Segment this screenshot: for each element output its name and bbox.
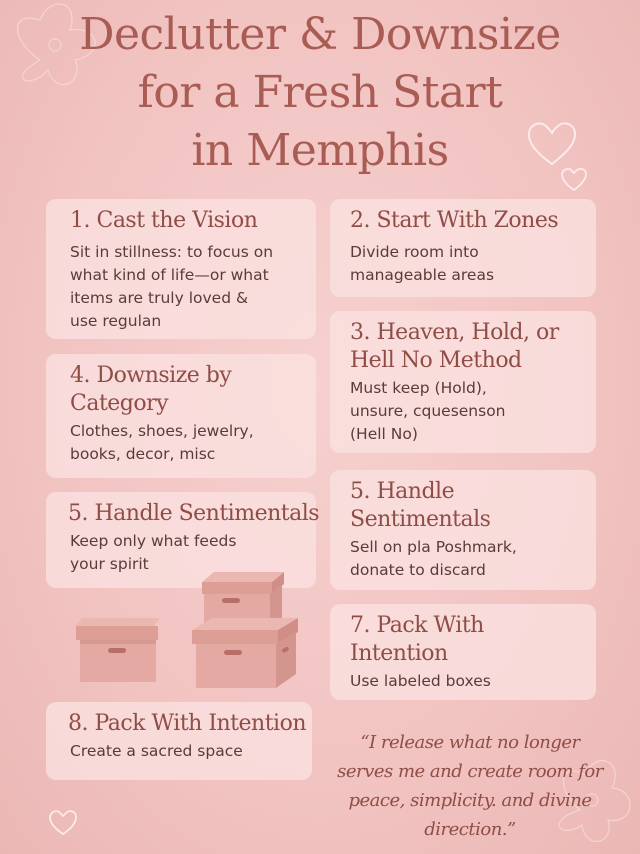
card-title: 4. Downsize by Category — [70, 363, 232, 416]
affirmation-quote: “I release what no longer serves me and create room for peace, simplicity. and divine direction.” — [337, 732, 603, 840]
heart-icon — [525, 118, 579, 168]
title-line-1: Declutter & Downsize — [79, 9, 561, 60]
card-title: 5. Handle Sentimentals — [350, 479, 491, 532]
box-icon — [188, 568, 304, 692]
step-card-pack-labeled — [330, 604, 596, 700]
card-body: Divide room into manageable areas — [350, 243, 495, 284]
step-card-sentimentals-right — [330, 470, 596, 590]
step-card-downsize-category — [46, 354, 316, 478]
card-title: 5. Handle Sentimentals — [68, 501, 320, 526]
box-icon — [74, 612, 164, 684]
title-line-3: in Memphis — [191, 125, 449, 176]
card-title: 7. Pack With Intention — [350, 613, 484, 666]
card-title: 3. Heaven, Hold, or Hell No Method — [350, 320, 559, 373]
heart-icon — [48, 808, 78, 836]
heart-icon — [560, 166, 588, 192]
card-body: Must keep (Hold), unsure, cquesenson (Hell No) — [350, 379, 506, 443]
card-body: Keep only what feeds your spirit — [70, 532, 237, 573]
card-body: Create a sacred space — [70, 742, 243, 760]
step-card-pack-intention — [46, 702, 312, 780]
step-card-start-zones — [330, 199, 596, 297]
card-title: 8. Pack With Intention — [68, 711, 307, 736]
card-body: Clothes, shoes, jewelry, books, decor, misc — [70, 422, 254, 463]
step-card-heaven-hold — [330, 311, 596, 453]
card-title: 2. Start With Zones — [350, 208, 559, 233]
card-body: Use labeled boxes — [350, 672, 491, 690]
card-title: 1. Cast the Vision — [70, 208, 258, 233]
card-body: Sit in stillness: to focus on what kind of life—or what items are truly loved & use regulan — [70, 243, 274, 330]
title-line-2: for a Fresh Start — [137, 67, 503, 118]
step-card-cast-vision — [46, 199, 316, 339]
card-body: Sell on pla Poshmark, donate to discard — [350, 538, 517, 579]
